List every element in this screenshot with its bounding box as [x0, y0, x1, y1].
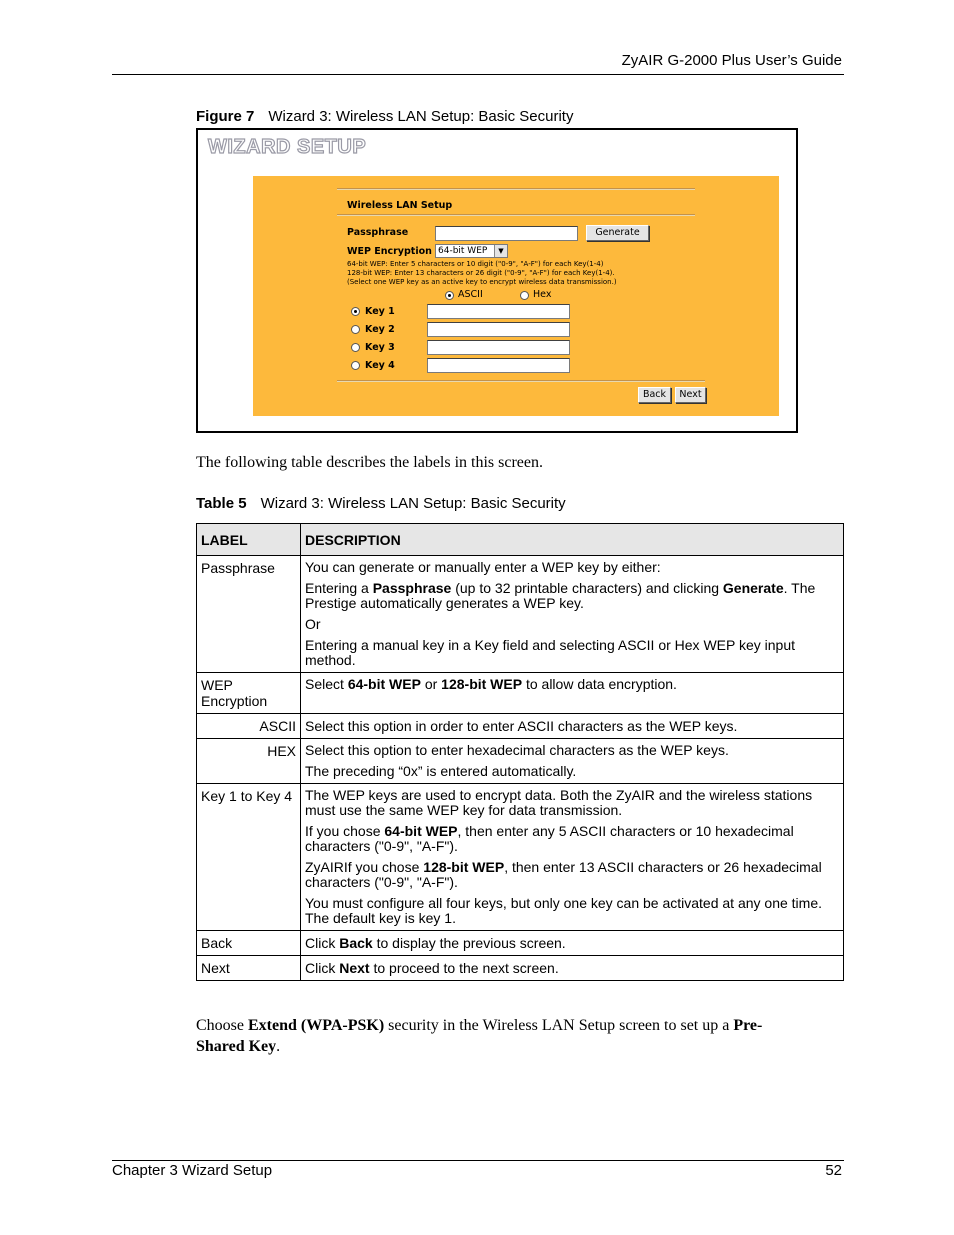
wep-hint — [347, 260, 647, 287]
table-row — [197, 673, 844, 714]
table-row — [197, 931, 844, 956]
column-header-description: DESCRIPTION — [301, 524, 844, 556]
row-description — [301, 556, 844, 673]
table-row — [197, 784, 844, 931]
key1-input[interactable] — [427, 304, 570, 319]
table-row — [197, 739, 844, 784]
desc-paragraph: The preceding “0x” is entered automatically. — [305, 763, 577, 779]
panel-rule-section — [337, 214, 695, 216]
desc-paragraph: If you chose 64-bit WEP, then enter any 5 ASCII characters or 10 hexadecimal characters ("0-9", "A-F"). — [305, 823, 794, 854]
wep-hint-line: 64-bit WEP: Enter 5 characters or 10 digit ("0-9", "A-F") for each Key(1-4) — [347, 260, 604, 268]
hex-radio[interactable] — [520, 291, 529, 300]
row-description — [301, 784, 844, 931]
row-label: ASCII — [197, 714, 301, 739]
desc-paragraph: Select this option to enter hexadecimal characters as the WEP keys. — [305, 742, 729, 758]
desc-paragraph: ZyAIRIf you chose 128-bit WEP, then enter 13 ASCII characters or 26 hexadecimal characters ("0-9", "A-F"). — [305, 859, 822, 890]
back-button[interactable]: Back — [638, 387, 671, 403]
figure-caption-text: Wizard 3: Wireless LAN Setup: Basic Security — [268, 108, 574, 125]
desc-paragraph: You must configure all four keys, but only one key can be activated at any one time. The default key is key 1. — [305, 895, 823, 926]
passphrase-label: Passphrase — [347, 227, 409, 238]
row-label: Next — [197, 956, 301, 981]
figure-caption — [196, 108, 573, 125]
key1-radio[interactable] — [351, 307, 360, 316]
column-header-label: LABEL — [197, 524, 301, 556]
key4-radio[interactable] — [351, 361, 360, 370]
row-label: Back — [197, 931, 301, 956]
key3-input[interactable] — [427, 340, 570, 355]
table-row — [197, 556, 844, 673]
wep-encryption-select[interactable] — [435, 244, 508, 258]
table-caption — [196, 495, 566, 512]
desc-paragraph: Entering a Passphrase (up to 32 printable characters) and clicking Generate. The Prestige automatically generates a WEP key. — [305, 580, 816, 611]
row-description: Click Back to display the previous screen. — [301, 931, 844, 956]
generate-button[interactable]: Generate — [586, 225, 649, 241]
wep-encryption-label: WEP Encryption — [347, 246, 432, 257]
ascii-radio[interactable] — [445, 291, 454, 300]
table-number: Table 5 — [196, 495, 247, 512]
desc-paragraph: Or — [305, 616, 321, 632]
row-label: HEX — [197, 739, 301, 784]
running-header: ZyAIR G-2000 Plus User’s Guide — [621, 52, 842, 69]
table-row — [197, 956, 844, 981]
footer-chapter: Chapter 3 Wizard Setup — [112, 1162, 273, 1179]
figure-number: Figure 7 — [196, 108, 255, 125]
row-description: Click Next to proceed to the next screen. — [301, 956, 844, 981]
panel-rule-top — [337, 188, 695, 190]
wep-hint-line: (Select one WEP key as an active key to encrypt wireless data transmission.) — [347, 278, 617, 286]
hex-label: Hex — [533, 289, 552, 300]
key3-radio[interactable] — [351, 343, 360, 352]
passphrase-input[interactable] — [435, 226, 578, 241]
footer-rule — [112, 1160, 844, 1161]
table-row — [197, 714, 844, 739]
key4-label: Key 4 — [365, 360, 395, 371]
desc-paragraph: The WEP keys are used to encrypt data. Both the ZyAIR and the wireless stations must use the same WEP key for data transmission. — [305, 787, 813, 818]
key1-label: Key 1 — [365, 306, 395, 317]
ascii-label: ASCII — [458, 289, 483, 300]
key3-label: Key 3 — [365, 342, 395, 353]
intro-paragraph: The following table describes the labels in this screen. — [196, 454, 544, 471]
row-description — [301, 739, 844, 784]
row-description: Select this option in order to enter ASCII characters as the WEP keys. — [301, 714, 844, 739]
row-label: WEP Encryption — [197, 673, 301, 714]
row-label: Passphrase — [197, 556, 301, 673]
key2-label: Key 2 — [365, 324, 395, 335]
header-rule — [112, 74, 844, 75]
table-caption-text: Wizard 3: Wireless LAN Setup: Basic Security — [260, 495, 566, 512]
wep-selected-value: 64-bit WEP — [438, 246, 488, 256]
closing-paragraph: Choose Extend (WPA-PSK) security in the Wireless LAN Setup screen to set up a Pre-Shared Key. — [196, 1017, 763, 1055]
row-description: Select 64-bit WEP or 128-bit WEP to allow data encryption. — [301, 673, 844, 714]
label-description-table — [196, 523, 844, 981]
page-number: 52 — [825, 1162, 842, 1179]
wizard-panel — [253, 176, 779, 416]
key2-input[interactable] — [427, 322, 570, 337]
section-title: Wireless LAN Setup — [347, 200, 453, 211]
wizard-title: WIZARD SETUP — [208, 136, 367, 158]
screenshot-frame — [196, 128, 798, 433]
key2-radio[interactable] — [351, 325, 360, 334]
panel-rule-bottom — [337, 380, 705, 382]
desc-paragraph: You can generate or manually enter a WEP key by either: — [305, 559, 661, 575]
row-label: Key 1 to Key 4 — [197, 784, 301, 931]
table-header-row — [197, 524, 844, 556]
key4-input[interactable] — [427, 358, 570, 373]
wep-hint-line: 128-bit WEP: Enter 13 characters or 26 digit ("0-9", "A-F") for each Key(1-4). — [347, 269, 615, 277]
desc-paragraph: Entering a manual key in a Key field and selecting ASCII or Hex WEP key input method. — [305, 637, 795, 668]
chevron-down-icon: ▼ — [494, 245, 507, 257]
next-button[interactable]: Next — [675, 387, 706, 403]
